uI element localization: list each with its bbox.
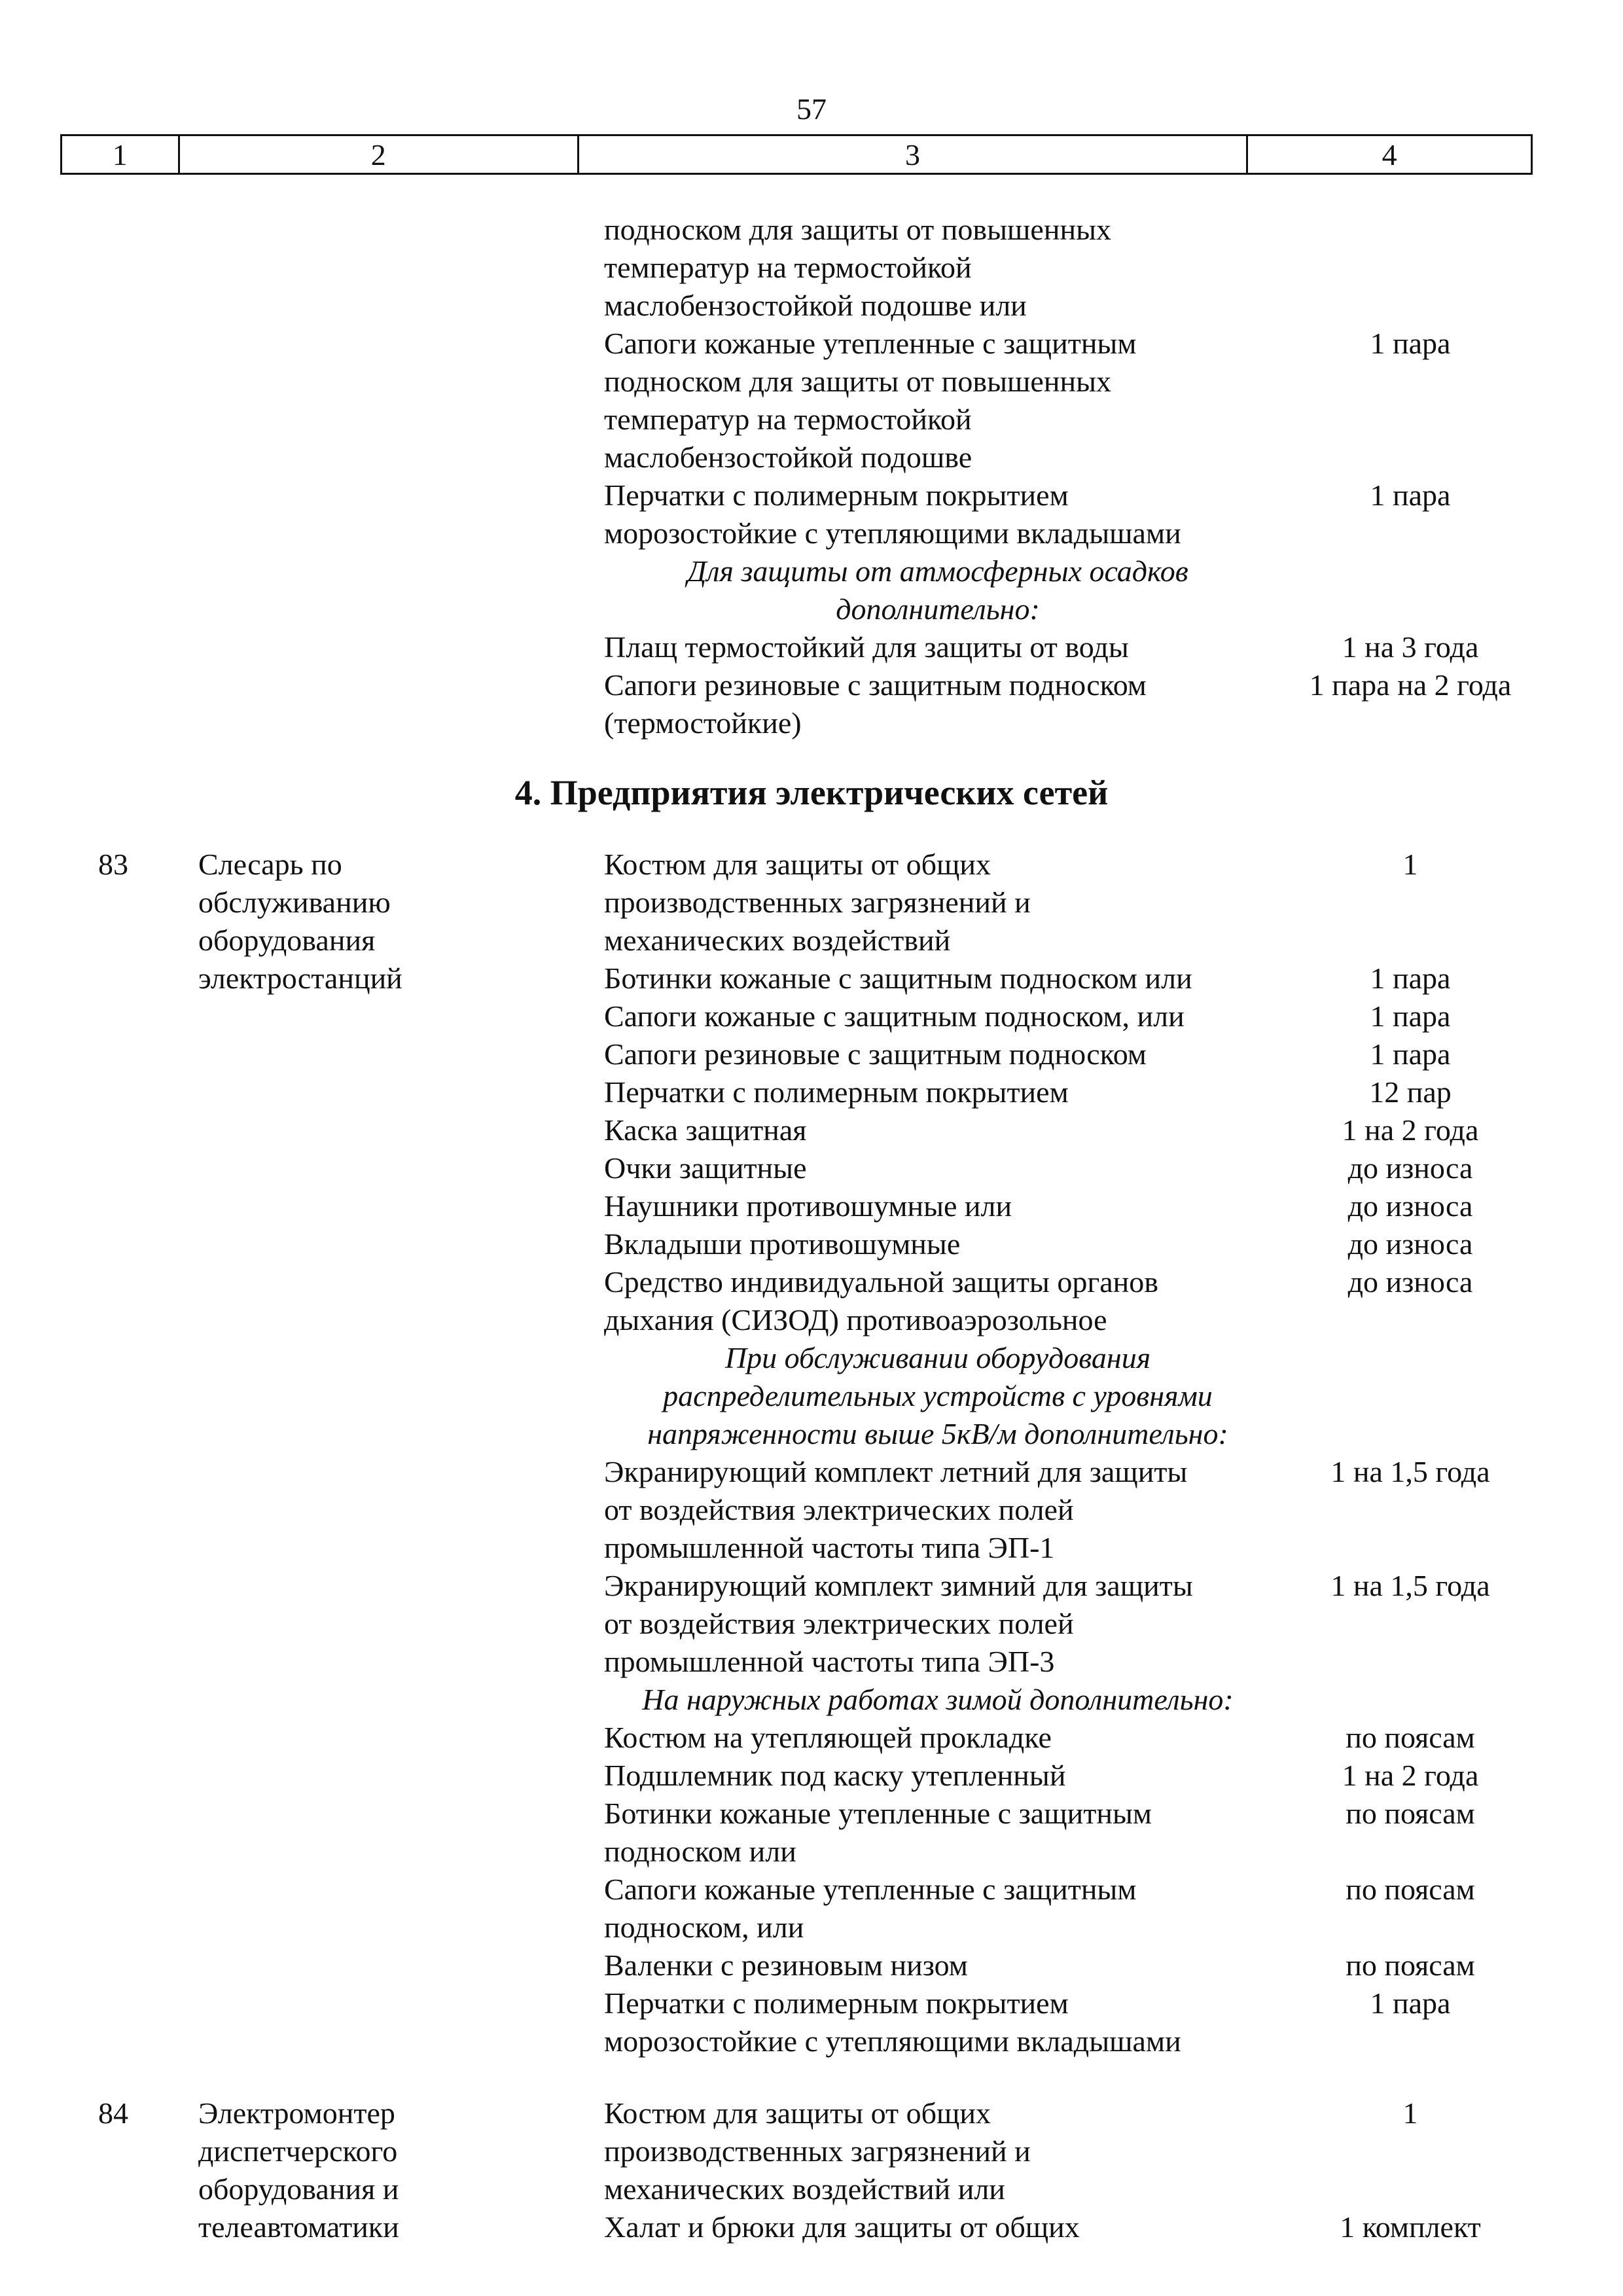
norm-line: 1: [1402, 2096, 1418, 2130]
norm-line: [1273, 1643, 1548, 1681]
item-line: Плащ термостойкий для защиты от воды: [604, 630, 1129, 664]
item-line: Экранирующий комплект летний для защиты: [604, 1455, 1188, 1488]
section-title: 4. Предприятия электрических сетей: [514, 773, 1109, 812]
item-line: напряженности выше 5кВ/м дополнительно:: [647, 1417, 1228, 1450]
norm-line: [1273, 2132, 1548, 2170]
norm-line: [1273, 287, 1548, 325]
norm-line: 1 пара: [1370, 1986, 1451, 2020]
profession-line: Слесарь по: [198, 848, 342, 881]
item-line: Сапоги кожаные утепленные с защитным: [604, 1873, 1137, 1906]
norm-line: до износа: [1347, 1227, 1473, 1261]
profession-line: телеавтоматики: [198, 2210, 399, 2244]
item-line: подноском для защиты от повышенных: [604, 365, 1111, 398]
profession-line: Электромонтер: [198, 2096, 395, 2130]
norm-line: [1273, 590, 1548, 628]
norm-line: 1 пара: [1370, 961, 1451, 995]
norm-line: по поясам: [1346, 1873, 1475, 1906]
item-line: распределительных устройств с уровнями: [663, 1379, 1213, 1412]
item-line: Сапоги кожаные утепленные с защитным: [604, 327, 1137, 360]
item-line: (термостойкие): [604, 706, 802, 740]
norm-line: [1273, 1301, 1548, 1339]
row-84-norms-column: [1273, 2094, 1548, 2246]
norm-line: [1273, 704, 1548, 742]
norm-line: 1 комплект: [1340, 2210, 1481, 2244]
profession-line: оборудования и: [198, 2172, 399, 2206]
norm-line: 1 на 1,5 года: [1330, 1569, 1490, 1602]
item-line: Экранирующий комплект зимний для защиты: [604, 1569, 1193, 1602]
column-header-row: [60, 134, 1533, 175]
item-line: На наружных работах зимой дополнительно:: [642, 1683, 1234, 1716]
item-line: от воздействия электрических полей: [604, 1493, 1074, 1526]
norm-line: [1273, 1681, 1548, 1719]
item-line: Подшлемник под каску утепленный: [604, 1759, 1066, 1792]
norm-line: 1 пара: [1370, 478, 1451, 512]
norm-line: [1273, 2170, 1548, 2208]
profession-line: диспетчерского: [198, 2134, 398, 2168]
norm-line: [1273, 1339, 1548, 1377]
item-line: Валенки с резиновым низом: [604, 1948, 968, 1982]
item-line: При обслуживании оборудования: [724, 1341, 1151, 1374]
norm-line: 1 пара на 2 года: [1309, 668, 1512, 702]
page-number: 57: [796, 92, 827, 126]
item-line: Средство индивидуальной защиты органов: [604, 1265, 1158, 1299]
item-line: маслобензостойкой подошве: [604, 440, 972, 474]
norm-line: до износа: [1347, 1189, 1473, 1223]
row-84-items-column: [604, 2094, 1272, 2246]
norm-line: по поясам: [1346, 1948, 1475, 1982]
item-line: Ботинки кожаные утепленные с защитным: [604, 1797, 1152, 1830]
row-83-items-column: [604, 846, 1272, 2060]
norm-line: 1 пара: [1370, 327, 1451, 360]
norm-line: [1273, 1491, 1548, 1529]
column-header-2: 2: [180, 136, 579, 173]
norm-line: [1273, 1377, 1548, 1415]
item-line: Перчатки с полимерным покрытием: [604, 478, 1069, 512]
item-line: Наушники противошумные или: [604, 1189, 1012, 1223]
norm-line: 1 на 2 года: [1342, 1113, 1479, 1147]
item-line: Халат и брюки для защиты от общих: [604, 2210, 1080, 2244]
norm-line: по поясам: [1346, 1721, 1475, 1754]
item-line: температур на термостойкой: [604, 403, 972, 436]
item-line: морозостойкие с утепляющими вкладышами: [604, 516, 1181, 550]
row-83-norms-column: [1273, 846, 1548, 2060]
row-83-number: 83: [98, 848, 128, 881]
item-line: производственных загрязнений и: [604, 886, 1031, 919]
column-header-4: 4: [1382, 137, 1397, 171]
item-line: дополнительно:: [836, 592, 1040, 626]
item-line: температур на термостойкой: [604, 251, 972, 284]
item-line: Перчатки с полимерным покрытием: [604, 1986, 1069, 2020]
row-83-profession: [198, 846, 565, 997]
profession-line: электростанций: [198, 961, 402, 995]
row-84-profession: [198, 2094, 565, 2246]
item-line: механических воздействий или: [604, 2172, 1005, 2206]
item-line: промышленной частоты типа ЭП-1: [604, 1531, 1055, 1564]
norm-line: до износа: [1347, 1151, 1473, 1185]
item-line: подноском, или: [604, 1910, 804, 1944]
item-line: Для защиты от атмосферных осадков: [687, 554, 1188, 588]
item-line: от воздействия электрических полей: [604, 1607, 1074, 1640]
item-line: Ботинки кожаные с защитным подноском или: [604, 961, 1192, 995]
norm-line: 1 на 3 года: [1342, 630, 1479, 664]
item-line: промышленной частоты типа ЭП-3: [604, 1645, 1055, 1678]
item-line: Сапоги резиновые с защитным подноском: [604, 1037, 1147, 1071]
norm-line: 1: [1402, 848, 1418, 881]
norm-line: [1273, 249, 1548, 287]
norm-line: [1273, 211, 1548, 249]
item-line: подноском для защиты от повышенных: [604, 213, 1111, 246]
item-line: Вкладыши противошумные: [604, 1227, 961, 1261]
continuation-items-column: [604, 211, 1272, 742]
item-line: Сапоги кожаные с защитным подноском, или: [604, 999, 1185, 1033]
profession-line: оборудования: [198, 924, 376, 957]
norm-line: [1273, 884, 1548, 922]
row-84-number: 84: [98, 2096, 128, 2130]
item-line: производственных загрязнений и: [604, 2134, 1031, 2168]
column-header-3: 3: [579, 136, 1248, 173]
norm-line: [1273, 1605, 1548, 1643]
item-line: Перчатки с полимерным покрытием: [604, 1075, 1069, 1109]
item-line: Сапоги резиновые с защитным подноском: [604, 668, 1147, 702]
norm-line: [1273, 552, 1548, 590]
norm-line: [1273, 439, 1548, 476]
item-line: Костюм для защиты от общих: [604, 848, 991, 881]
profession-line: обслуживанию: [198, 886, 391, 919]
norm-line: [1273, 514, 1548, 552]
item-line: Очки защитные: [604, 1151, 807, 1185]
column-header-1: 1: [62, 136, 180, 173]
norm-line: 1 на 1,5 года: [1330, 1455, 1490, 1488]
item-line: Каска защитная: [604, 1113, 807, 1147]
item-line: дыхания (СИЗОД) противоаэрозольное: [604, 1303, 1107, 1336]
norm-line: 1 пара: [1370, 1037, 1451, 1071]
norm-line: [1273, 1415, 1548, 1453]
norm-line: [1273, 922, 1548, 960]
norm-line: [1273, 363, 1548, 401]
norm-line: [1273, 1529, 1548, 1567]
item-line: морозостойкие с утепляющими вкладышами: [604, 2024, 1181, 2058]
norm-line: [1273, 1909, 1548, 1946]
norm-line: 1 на 2 года: [1342, 1759, 1479, 1792]
norm-line: [1273, 2022, 1548, 2060]
norm-line: 12 пар: [1369, 1075, 1452, 1109]
item-line: Костюм для защиты от общих: [604, 2096, 991, 2130]
norm-line: 1 пара: [1370, 999, 1451, 1033]
norm-line: [1273, 401, 1548, 439]
item-line: маслобензостойкой подошве или: [604, 289, 1027, 322]
item-line: Костюм на утепляющей прокладке: [604, 1721, 1052, 1754]
norm-line: по поясам: [1346, 1797, 1475, 1830]
item-line: механических воздействий: [604, 924, 951, 957]
continuation-norms-column: [1273, 211, 1548, 742]
norm-line: до износа: [1347, 1265, 1473, 1299]
item-line: подноском или: [604, 1835, 796, 1868]
norm-line: [1273, 1833, 1548, 1871]
